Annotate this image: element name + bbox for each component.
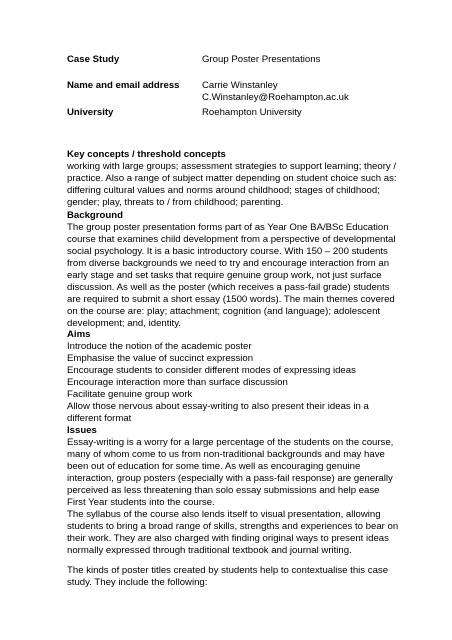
body-line: working with large groups; assessment strategies to support learning; theory / [67, 161, 397, 172]
section-background [67, 210, 397, 330]
body-line: their work. They are also charged with finding original ways to present ideas [67, 533, 389, 544]
section-heading: Key concepts / threshold concepts [67, 149, 226, 160]
body-line: gender; play, threats to / from childhood; parenting. [67, 197, 284, 208]
body-line: differing cultural values and norms around childhood; stages of childhood; [67, 185, 380, 196]
section-heading: Background [67, 210, 123, 221]
body-line: early stage and set tasks that require genuine group work, not just surface [67, 270, 382, 281]
section-key-concepts [67, 149, 397, 209]
body-line: normally expressed through traditional textbook and journal writing. [67, 545, 352, 556]
body-line: course that examines child development from a perspective of developmental [67, 234, 396, 245]
body-line: practice. Also a range of subject matter depending on student choice such as: [67, 173, 397, 184]
body-line: on the course are: play; attachment; cognition (and language); adolescent [67, 306, 381, 317]
body-line: Allow those nervous about essay-writing to also present their ideas in a [67, 401, 369, 412]
body-line: many of whom come to us from non-traditional backgrounds and may have [67, 449, 385, 460]
body-line: development; and, identity. [67, 318, 181, 329]
section-issues [67, 425, 397, 509]
body-line: Introduce the notion of the academic poster [67, 341, 252, 352]
meta-value: Group Poster Presentations [202, 54, 321, 65]
body-line: The syllabus of the course also lends itself to visual presentation, allowing [67, 509, 381, 520]
body-line: Facilitate genuine group work [67, 389, 193, 400]
section-aims [67, 329, 397, 425]
meta-label: University [67, 107, 114, 118]
paragraph-syllabus [67, 509, 397, 557]
body-line: interaction, group posters (especially with a pass-fail response) are generally [67, 473, 393, 484]
body-line: The group poster presentation forms part of as Year One BA/BSc Education [67, 222, 389, 233]
meta-value: Carrie Winstanley [202, 80, 278, 91]
body-line: study. They include the following: [67, 577, 208, 588]
meta-label: Name and email address [67, 80, 180, 91]
meta-label: Case Study [67, 54, 120, 65]
body-line: The kinds of poster titles created by students help to contextualise this case [67, 565, 389, 576]
body-line: Essay-writing is a worry for a large percentage of the students on the course, [67, 437, 394, 448]
body-line: discussion. As well as the poster (which receives a pass-fail grade) students [67, 282, 390, 293]
body-line: been out of education for some time. As well as encouraging genuine [67, 461, 361, 472]
paragraph-poster-titles [67, 565, 397, 589]
body-line: perceived as less threatening than solo essay submissions and help ease [67, 485, 380, 496]
meta-value: Roehampton University [202, 107, 302, 118]
body-line: are required to submit a short essay (1500 words). The main themes covered [67, 294, 395, 305]
body-line: social psychology. It is a basic introductory course. With 150 – 200 students [67, 246, 388, 257]
body-line: from diverse backgrounds we need to try and encourage interaction from an [67, 258, 390, 269]
body-line: Emphasise the value of succinct expression [67, 353, 254, 364]
section-heading: Issues [67, 425, 97, 436]
body-line: students to bring a broad range of skills, strengths and experiences to bear on [67, 521, 399, 532]
email-address[interactable]: C.Winstanley@Roehampton.ac.uk [202, 92, 349, 103]
body-line: First Year students into the course. [67, 497, 215, 508]
section-heading: Aims [67, 329, 91, 340]
body-line: different format [67, 413, 132, 424]
body-line: Encourage interaction more than surface discussion [67, 377, 288, 388]
body-line: Encourage students to consider different modes of expressing ideas [67, 365, 356, 376]
